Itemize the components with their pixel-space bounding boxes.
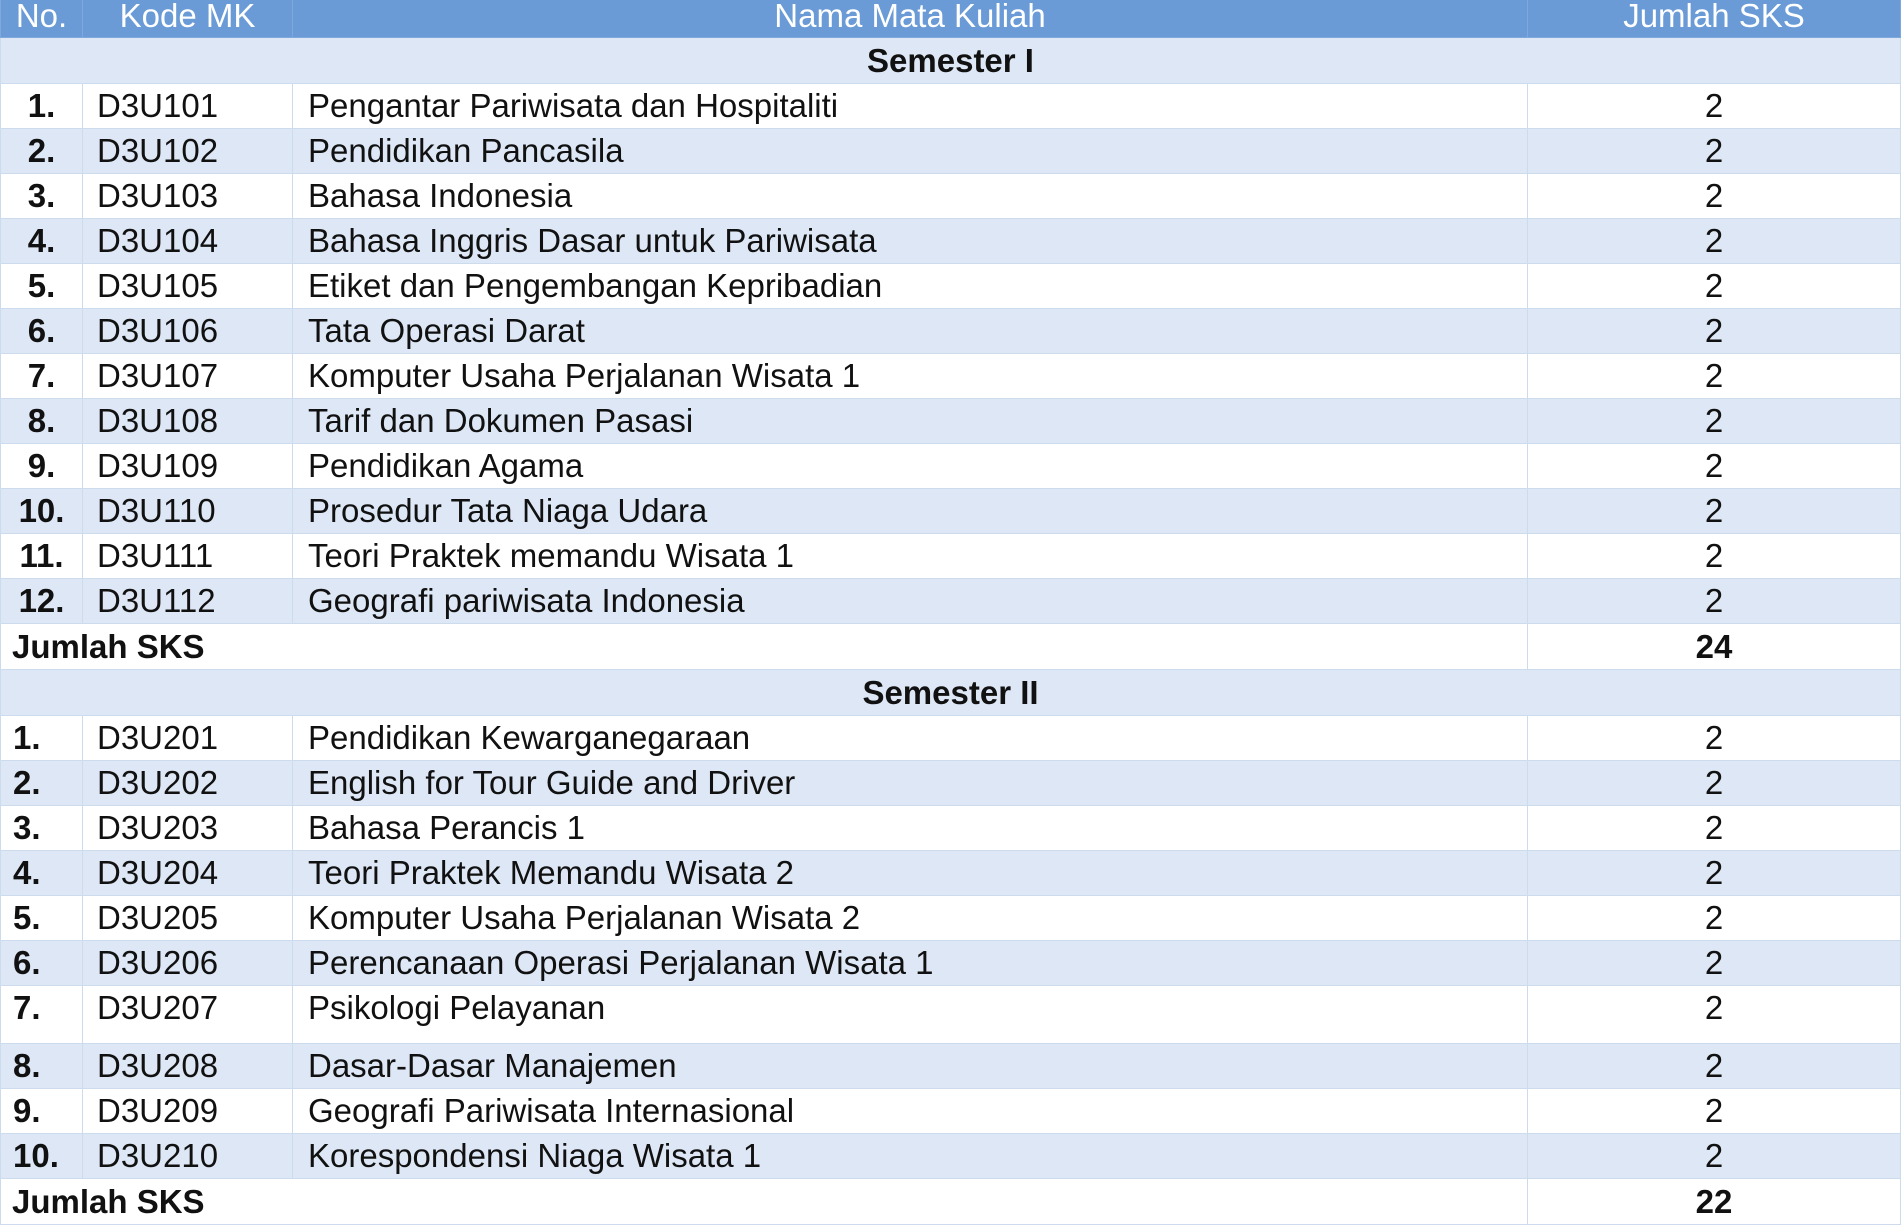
course-number: 9. <box>1 1089 83 1134</box>
course-name: Pendidikan Pancasila <box>293 129 1528 174</box>
course-code: D3U110 <box>83 489 293 534</box>
total-label: Jumlah SKS <box>1 1179 1528 1225</box>
course-number: 10. <box>1 489 83 534</box>
course-name: Korespondensi Niaga Wisata 1 <box>293 1134 1528 1179</box>
course-credits: 2 <box>1528 1134 1901 1179</box>
table-row <box>1 851 1901 896</box>
course-number: 9. <box>1 444 83 489</box>
course-credits: 2 <box>1528 129 1901 174</box>
semester-title: Semester I <box>1 38 1901 84</box>
course-credits: 2 <box>1528 1089 1901 1134</box>
course-code: D3U105 <box>83 264 293 309</box>
course-name: Dasar-Dasar Manajemen <box>293 1044 1528 1089</box>
course-credits: 2 <box>1528 399 1901 444</box>
course-name: Pendidikan Kewarganegaraan <box>293 716 1528 761</box>
course-number: 4. <box>1 851 83 896</box>
table-row <box>1 579 1901 624</box>
course-name: Tarif dan Dokumen Pasasi <box>293 399 1528 444</box>
table-row <box>1 444 1901 489</box>
course-credits: 2 <box>1528 716 1901 761</box>
course-name: Etiket dan Pengembangan Kepribadian <box>293 264 1528 309</box>
course-name: Teori Praktek Memandu Wisata 2 <box>293 851 1528 896</box>
course-number: 12. <box>1 579 83 624</box>
course-number: 1. <box>1 84 83 129</box>
table-row <box>1 309 1901 354</box>
course-credits: 2 <box>1528 174 1901 219</box>
course-code: D3U102 <box>83 129 293 174</box>
course-code: D3U109 <box>83 444 293 489</box>
table-row <box>1 129 1901 174</box>
course-name: Pengantar Pariwisata dan Hospitaliti <box>293 84 1528 129</box>
course-number: 4. <box>1 219 83 264</box>
course-code: D3U104 <box>83 219 293 264</box>
course-credits: 2 <box>1528 84 1901 129</box>
table-row <box>1 219 1901 264</box>
course-credits: 2 <box>1528 851 1901 896</box>
semester-heading-row <box>1 38 1901 84</box>
course-number: 8. <box>1 1044 83 1089</box>
course-code: D3U209 <box>83 1089 293 1134</box>
table-header <box>1 0 1901 38</box>
course-code: D3U206 <box>83 941 293 986</box>
course-credits: 2 <box>1528 219 1901 264</box>
course-credits: 2 <box>1528 986 1901 1044</box>
course-code: D3U112 <box>83 579 293 624</box>
table-row <box>1 761 1901 806</box>
course-code: D3U108 <box>83 399 293 444</box>
total-credits: 22 <box>1528 1179 1901 1225</box>
course-code: D3U204 <box>83 851 293 896</box>
course-number: 7. <box>1 354 83 399</box>
table-row <box>1 534 1901 579</box>
table-row <box>1 264 1901 309</box>
course-number: 6. <box>1 941 83 986</box>
course-name: Psikologi Pelayanan <box>293 986 1528 1044</box>
course-code: D3U203 <box>83 806 293 851</box>
course-name: Komputer Usaha Perjalanan Wisata 2 <box>293 896 1528 941</box>
table-row <box>1 84 1901 129</box>
table-row <box>1 354 1901 399</box>
table-row <box>1 716 1901 761</box>
course-name: Geografi pariwisata Indonesia <box>293 579 1528 624</box>
table-row <box>1 806 1901 851</box>
course-credits: 2 <box>1528 534 1901 579</box>
course-name: Bahasa Inggris Dasar untuk Pariwisata <box>293 219 1528 264</box>
header-code: Kode MK <box>83 0 293 38</box>
course-name: Perencanaan Operasi Perjalanan Wisata 1 <box>293 941 1528 986</box>
semester-total-row <box>1 1179 1901 1225</box>
total-credits: 24 <box>1528 624 1901 670</box>
course-credits: 2 <box>1528 896 1901 941</box>
course-credits: 2 <box>1528 309 1901 354</box>
course-code: D3U202 <box>83 761 293 806</box>
course-credits: 2 <box>1528 941 1901 986</box>
course-name: Pendidikan Agama <box>293 444 1528 489</box>
course-code: D3U103 <box>83 174 293 219</box>
course-name: Tata Operasi Darat <box>293 309 1528 354</box>
course-credits: 2 <box>1528 579 1901 624</box>
total-label: Jumlah SKS <box>1 624 1528 670</box>
course-credits: 2 <box>1528 1044 1901 1089</box>
course-number: 11. <box>1 534 83 579</box>
course-credits: 2 <box>1528 264 1901 309</box>
course-number: 7. <box>1 986 83 1044</box>
course-code: D3U208 <box>83 1044 293 1089</box>
course-credits: 2 <box>1528 444 1901 489</box>
semester-title: Semester II <box>1 670 1901 716</box>
course-code: D3U101 <box>83 84 293 129</box>
course-credits: 2 <box>1528 489 1901 534</box>
course-code: D3U201 <box>83 716 293 761</box>
course-number: 1. <box>1 716 83 761</box>
course-credits: 2 <box>1528 354 1901 399</box>
table-row <box>1 1044 1901 1089</box>
course-code: D3U106 <box>83 309 293 354</box>
header-name: Nama Mata Kuliah <box>293 0 1528 38</box>
course-name: English for Tour Guide and Driver <box>293 761 1528 806</box>
course-name: Komputer Usaha Perjalanan Wisata 1 <box>293 354 1528 399</box>
course-credits: 2 <box>1528 806 1901 851</box>
header-sks: Jumlah SKS <box>1528 0 1901 38</box>
course-name: Teori Praktek memandu Wisata 1 <box>293 534 1528 579</box>
course-code: D3U205 <box>83 896 293 941</box>
table-row <box>1 986 1901 1044</box>
course-name: Bahasa Indonesia <box>293 174 1528 219</box>
course-number: 2. <box>1 761 83 806</box>
semester-total-row <box>1 624 1901 670</box>
course-number: 6. <box>1 309 83 354</box>
header-no: No. <box>1 0 83 38</box>
table-row <box>1 896 1901 941</box>
course-number: 2. <box>1 129 83 174</box>
table-row <box>1 1089 1901 1134</box>
course-credits: 2 <box>1528 761 1901 806</box>
table-row <box>1 1134 1901 1179</box>
course-code: D3U207 <box>83 986 293 1044</box>
course-code: D3U111 <box>83 534 293 579</box>
course-number: 5. <box>1 896 83 941</box>
course-name: Geografi Pariwisata Internasional <box>293 1089 1528 1134</box>
course-number: 10. <box>1 1134 83 1179</box>
course-number: 8. <box>1 399 83 444</box>
table-row <box>1 489 1901 534</box>
course-number: 5. <box>1 264 83 309</box>
course-number: 3. <box>1 806 83 851</box>
course-code: D3U210 <box>83 1134 293 1179</box>
table-row <box>1 174 1901 219</box>
semester-heading-row <box>1 670 1901 716</box>
table-body <box>1 38 1901 1225</box>
table-row <box>1 399 1901 444</box>
course-name: Bahasa Perancis 1 <box>293 806 1528 851</box>
table-row <box>1 941 1901 986</box>
course-code: D3U107 <box>83 354 293 399</box>
course-number: 3. <box>1 174 83 219</box>
course-name: Prosedur Tata Niaga Udara <box>293 489 1528 534</box>
